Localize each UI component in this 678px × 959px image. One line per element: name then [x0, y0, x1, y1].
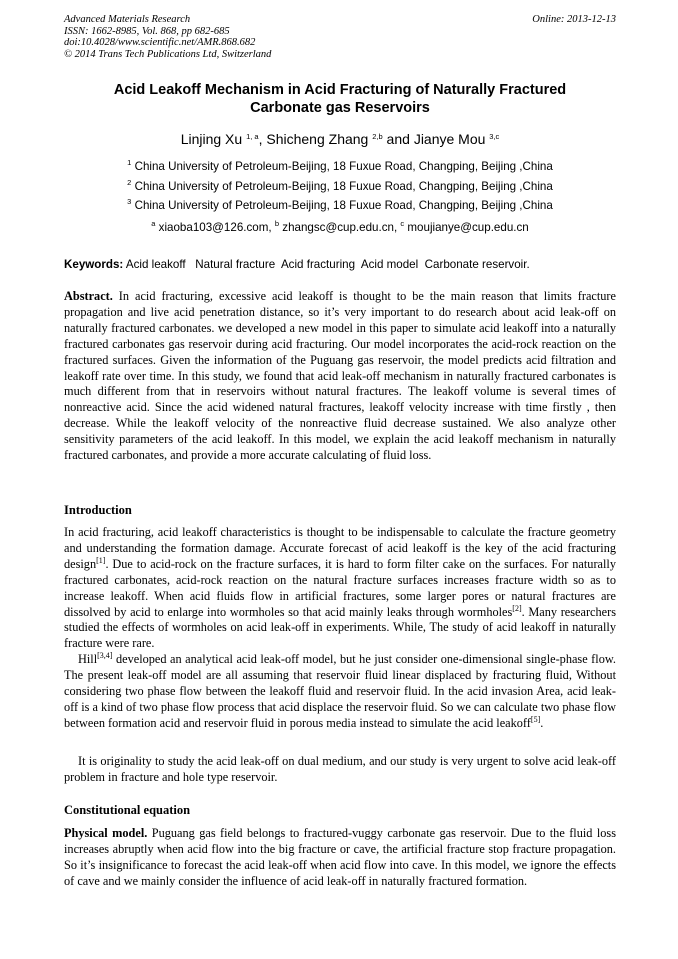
title-line-2: Carbonate gas Reservoirs — [250, 99, 430, 116]
constitutional-heading: Constitutional equation — [64, 803, 191, 817]
abstract — [64, 289, 616, 464]
email-c[interactable]: moujianye@cup.edu.cn — [407, 221, 529, 234]
doi-line: doi:10.4028/www.scientific.net/AMR.868.682 — [64, 37, 256, 48]
affiliation — [64, 157, 616, 177]
affiliation — [64, 177, 616, 197]
author-2: Shicheng Zhang — [266, 131, 369, 147]
abstract-label: Abstract. — [64, 289, 113, 303]
email-list — [64, 221, 616, 235]
email-b-mark: b — [274, 219, 280, 228]
copyright-line: © 2014 Trans Tech Publications Ltd, Switzerland — [64, 48, 272, 60]
paragraph-text: Hill — [78, 652, 98, 666]
email-c-mark: c — [400, 219, 405, 228]
paragraph-text: developed an analytical acid leak-off model, but he just consider one-dimensional single-phase flow. The present leak-off model are all assuming that reservoir fluid linear displaced by fracturing fluid, Without considering two phase flow between the leakoff fluid and reservoir fluid. In the acid invasion Area, acid leak-off is a kind of two phase flow process that acid displace the reservoir fluid. So we can calculate two phase flow between formation acid and reservoir fluid in porous media instead to simulate the acid leakoff — [64, 652, 616, 730]
paper-title — [64, 82, 616, 117]
journal-name: Advanced Materials Research — [64, 14, 191, 25]
author-list — [64, 131, 616, 147]
title-line-1: Acid Leakoff Mechanism in Acid Fracturing of Naturally Fractured — [113, 82, 567, 98]
issn-line: ISSN: 1662-8985, Vol. 868, pp 682-685 — [64, 25, 230, 37]
author-3-affil: 3,c — [489, 132, 500, 141]
intro-paragraph-3: It is originality to study the acid leak-off on dual medium, and our study is very urgent to solve acid leak-off problem in fracture and hole type reservoir. — [64, 754, 616, 784]
email-a[interactable]: xiaoba103@126.com, — [158, 221, 272, 234]
introduction-heading: Introduction — [64, 503, 132, 517]
author-separator: and — [382, 131, 414, 147]
email-b[interactable]: zhangsc@cup.edu.cn, — [282, 221, 398, 234]
paragraph-text: . Due to acid-rock on the fracture surfaces, it is hard to form filter cake on the surfaces. For naturally fractured carbonates, acid-rock reaction on the natural fracture surfaces increases fracture width so as to increase leakoff. When acid fluids flow in artificial fractures, some larger pores or natural fractures are dissolved by acid to enlarge into wormholes so that acid mainly leaks through wormholes — [64, 556, 616, 619]
journal-header — [64, 14, 616, 60]
author-1-affil: 1, a — [246, 132, 259, 141]
keywords-text: Acid leakoff Natural fracture Acid fracturing Acid model Carbonate reservoir. — [123, 258, 530, 271]
abstract-text: In acid fracturing, excessive acid leakoff is thought to be the main reason that limits fracture propagation and live acid penetration distance, so it’s very important to do research about acid leak-off on naturally fractured carbonates. we developed a new model in this paper to simulate acid leakoff into a naturally fractured carbonates gas reservoir during acid fracturing. Our model incorporates the acid-rock reaction on the fractured surfaces. Given the information of the Puguang gas reservoir, the model predicts acid filtration and leakoff rate over time. In this study, we found that acid leak-off mechanism in naturally fractured carbonates is much different from that in reservoirs without natural fractures. The leakoff volume is several times of nonreactive acid. Since the acid widened natural fractures, leakoff velocity increase with time firstly , then decrease. While the leakoff velocity of the nonreactive fluid decrease sustained. We also analyze other sensitivity parameters of the acid leakoff. In this model, we explain the acid leakoff mechanism in naturally fractured carbonates, and provide a more accurate calculating of fluid loss. — [64, 289, 616, 463]
author-3: Jianye Mou — [413, 131, 486, 147]
affiliation-list — [64, 157, 616, 216]
affiliation — [64, 196, 616, 216]
citation-2[interactable]: [2] — [512, 603, 522, 613]
citation-3-4[interactable]: [3,4] — [97, 651, 113, 660]
physical-model-text: Puguang gas field belongs to fractured-vuggy carbonate gas reservoir. Due to the fluid loss increases abruptly when acid flow into the big fracture or cave, the artificial fracture stop fracture propagation. So it’s insignificance to forecast the acid leak-off when acid flow into cave. In this model, we ignore the effects of cave and we mainly consider the influence of acid leak-off in naturally fractured formation. — [64, 826, 617, 888]
affiliation-text: China University of Petroleum-Beijing, 18 Fuxue Road, Changping, Beijing ,China — [134, 199, 553, 213]
affiliation-number: 2 — [127, 177, 132, 187]
intro-paragraph-1 — [64, 525, 616, 652]
physical-model-paragraph — [64, 826, 616, 890]
email-a-mark: a — [151, 219, 156, 228]
author-separator: , — [258, 131, 267, 147]
paragraph-text: . — [540, 715, 544, 730]
affiliation-number: 3 — [127, 197, 132, 207]
affiliation-text: China University of Petroleum-Beijing, 18 Fuxue Road, Changping, Beijing ,China — [134, 179, 553, 193]
citation-1[interactable]: [1] — [96, 555, 106, 565]
keywords — [64, 258, 616, 272]
author-2-affil: 2,b — [372, 132, 383, 141]
author-1: Linjing Xu — [180, 131, 243, 147]
paragraph-text: . Many researchers studied the effects of wormholes on acid leak-off in experiments. While, The study of acid leakoff in naturally fracture were rare. — [64, 604, 616, 651]
keywords-label: Keywords: — [64, 258, 124, 271]
intro-paragraph-2 — [64, 652, 616, 732]
physical-model-label: Physical model. — [64, 826, 148, 840]
paragraph-text: In acid fracturing, acid leakoff characteristics is thought to be indispensable to calculate the fracture geometry and understanding the formation damage. Accurate forecast of acid leakoff is the key of the acid fracturing design — [64, 525, 616, 571]
citation-5[interactable]: [5] — [530, 714, 541, 724]
online-date: Online: 2013-12-13 — [532, 14, 616, 25]
affiliation-text: China University of Petroleum-Beijing, 18 Fuxue Road, Changping, Beijing ,China — [134, 160, 553, 173]
affiliation-number: 1 — [127, 158, 132, 167]
